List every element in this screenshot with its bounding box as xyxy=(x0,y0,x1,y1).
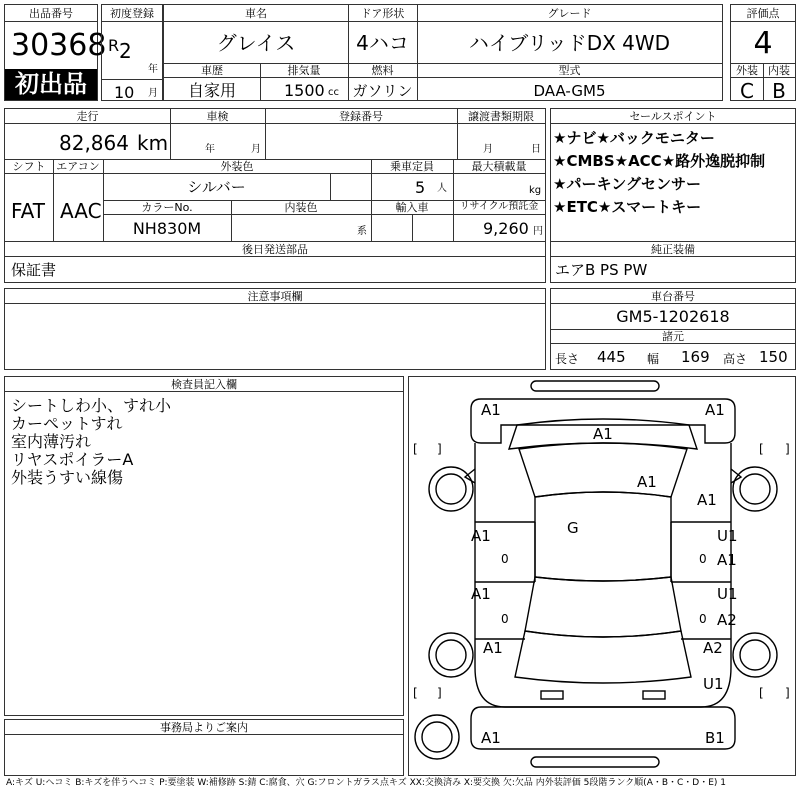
ext-color-header: 外装色 xyxy=(103,159,371,174)
fuel: ガソリン xyxy=(352,82,413,100)
office-header: 事務局よりご案内 xyxy=(5,720,403,735)
import-header: 輸入車 xyxy=(371,200,453,215)
standard-equipment-box xyxy=(550,241,796,283)
notes-box xyxy=(4,288,546,370)
aircon: AAC xyxy=(60,199,102,223)
recycle-header: リサイクル預託金 xyxy=(453,200,545,215)
mark-rear-right-door-2: A2 xyxy=(717,611,737,629)
car-name-header: 車名 xyxy=(164,5,348,22)
height-label: 高さ xyxy=(723,352,748,366)
mark-front-left-door: A1 xyxy=(471,527,491,545)
standard-equipment: エアB PS PW xyxy=(555,261,648,279)
reg-era: R xyxy=(108,36,120,55)
rear-bumper xyxy=(471,707,735,749)
reg-no-header: 登録番号 xyxy=(265,109,457,124)
chassis-box xyxy=(550,288,796,370)
score-header: 評価点 xyxy=(731,5,795,22)
notes-header: 注意事項欄 xyxy=(5,289,545,304)
bracket-front-right-open: [ xyxy=(759,442,764,456)
inspection-header: 車検 xyxy=(170,109,265,124)
roof xyxy=(535,492,671,581)
displacement-header: 排気量 xyxy=(260,63,348,78)
max-load-header: 最大積載量 xyxy=(453,159,545,174)
front-bumper-top xyxy=(531,381,659,391)
load-unit: kg xyxy=(529,185,542,196)
color-no: NH830M xyxy=(132,219,202,238)
model-header: 型式 xyxy=(417,63,722,78)
mark-front-right-bumper: A1 xyxy=(705,401,725,419)
damage-diagram-box xyxy=(408,376,796,776)
trunk xyxy=(515,631,691,683)
interior-header: 内装 xyxy=(763,63,795,78)
chassis-header: 車台番号 xyxy=(551,289,795,304)
chassis-number: GM5-1202618 xyxy=(616,307,730,326)
later-parts: 保証書 xyxy=(11,261,57,279)
transfer-deadline-header: 譲渡書類期限 xyxy=(457,109,545,124)
tail-light-right xyxy=(643,691,665,699)
sales-point-1: ★ナビ★バックモニター xyxy=(553,129,715,147)
history: 自家用 xyxy=(187,81,236,100)
tail-light-left xyxy=(541,691,563,699)
mark-rear-right-fender: A2 xyxy=(703,639,723,657)
fuel-header: 燃料 xyxy=(348,63,417,78)
mark-rear-right-door-1: U1 xyxy=(717,585,738,603)
lot-header: 出品番号 xyxy=(5,5,97,22)
interior-score: B xyxy=(772,79,786,103)
recycle-amount: 9,260 xyxy=(483,219,529,238)
exterior-header: 外装 xyxy=(731,63,763,78)
door-type-header: ドア形状 xyxy=(348,5,417,22)
mileage-header: 走行 xyxy=(5,109,170,124)
standard-equipment-header: 純正装備 xyxy=(551,242,795,257)
damage-legend: A:キズ U:ヘコミ B:キズを伴うヘコミ P:要塗装 W:補修跡 S:錆 C:腐食、穴 G:フロントガラス点キズ XX:交換済み X:要交換 欠:欠品 内外装評価 5段階ランク順(A・B・C・D・E) 1 xyxy=(6,778,727,788)
sales-points-box xyxy=(550,108,796,242)
bracket-rear-right-close: ] xyxy=(785,686,790,700)
sales-point-4: ★ETC★スマートキー xyxy=(553,198,702,216)
width-value: 169 xyxy=(681,348,710,366)
height-value: 150 xyxy=(759,348,788,366)
reg-month: 10 xyxy=(114,83,135,102)
inspector-box xyxy=(4,376,404,716)
history-header: 車歴 xyxy=(164,63,260,78)
inspection-year-unit: 年 xyxy=(205,144,215,155)
shift: FAT xyxy=(11,199,46,223)
mark-rear-right-bumper: B1 xyxy=(705,729,725,747)
sales-point-3: ★パーキングセンサー xyxy=(553,175,701,193)
mark-hood: A1 xyxy=(593,425,613,443)
exterior-score: C xyxy=(740,79,754,103)
windshield xyxy=(519,443,687,497)
inspector-note-2: カーペットすれ xyxy=(11,414,123,433)
mark-rear-left-bumper: A1 xyxy=(481,729,501,747)
bracket-rear-right-open: [ xyxy=(759,686,764,700)
mark-windshield: A1 xyxy=(637,473,657,491)
lot-box xyxy=(4,4,107,101)
model: DAA-GM5 xyxy=(533,82,606,100)
mark-front-right-door-1: U1 xyxy=(717,527,738,545)
mark-rear-right-quarter: U1 xyxy=(703,675,724,693)
transfer-day-unit: 日 xyxy=(531,144,541,155)
pillar-mark-right-2: 0 xyxy=(699,612,707,626)
mark-rear-left-door: A1 xyxy=(471,585,491,603)
int-color-unit: 系 xyxy=(357,226,367,237)
later-parts-box xyxy=(4,241,546,283)
mirror-right xyxy=(731,469,741,483)
reg-month-unit: 月 xyxy=(148,88,158,99)
pillar-mark-left-2: 0 xyxy=(501,612,509,626)
bracket-front-left-open: [ xyxy=(413,442,418,456)
capacity-unit: 人 xyxy=(437,183,447,194)
inspection-month-unit: 月 xyxy=(251,144,261,155)
grade-header: グレード xyxy=(417,5,722,22)
rear-window xyxy=(525,577,681,637)
grade: ハイブリッドDX 4WD xyxy=(468,31,671,55)
mark-front-right-fender: A1 xyxy=(697,491,717,509)
int-color-header: 内装色 xyxy=(231,200,371,215)
ext-color: シルバー xyxy=(187,178,246,196)
sales-point-2: ★CMBS★ACC★路外逸脱抑制 xyxy=(553,152,766,170)
door-type: 4ハコ xyxy=(356,31,409,55)
bracket-front-right-close: ] xyxy=(785,442,790,456)
first-reg-header: 初度登録 xyxy=(102,5,162,22)
inspector-note-1: シートしわ小、すれ小 xyxy=(11,396,172,415)
mirror-left xyxy=(465,469,475,483)
sales-points-header: セールスポイント xyxy=(551,109,795,124)
mark-roof: G xyxy=(567,519,579,537)
details-box xyxy=(4,108,546,242)
displacement-unit: cc xyxy=(328,87,339,98)
first-reg-box xyxy=(101,4,163,101)
rear-bumper-bottom xyxy=(531,757,659,767)
width-label: 幅 xyxy=(647,352,660,366)
reg-year-unit: 年 xyxy=(148,64,158,75)
mark-rear-left-fender: A1 xyxy=(483,639,503,657)
car-info-box xyxy=(163,4,723,101)
aircon-header: エアコン xyxy=(53,159,103,174)
transfer-month-unit: 月 xyxy=(483,144,493,155)
mark-front-left-bumper: A1 xyxy=(481,401,501,419)
car-name: グレイス xyxy=(216,31,296,55)
score-box xyxy=(730,4,796,101)
bracket-rear-left-open: [ xyxy=(413,686,418,700)
pillar-mark-left-1: 0 xyxy=(501,552,509,566)
inspector-note-4: リヤスポイラーA xyxy=(11,450,134,469)
capacity-header: 乗車定員 xyxy=(371,159,453,174)
mileage-value: 82,864 xyxy=(59,131,129,155)
reg-year: 2 xyxy=(119,39,132,63)
first-listing-badge: 初出品 xyxy=(5,69,97,100)
bracket-rear-left-close: ] xyxy=(437,686,442,700)
dimensions-header: 諸元 xyxy=(551,329,795,344)
mileage-unit: km xyxy=(137,131,169,155)
recycle-unit: 円 xyxy=(533,226,543,237)
overall-score: 4 xyxy=(753,26,773,61)
bracket-front-left-close: ] xyxy=(437,442,442,456)
inspector-note-5: 外装うすい線傷 xyxy=(11,468,124,487)
later-parts-header: 後日発送部品 xyxy=(5,242,545,257)
color-no-header: カラーNo. xyxy=(103,200,231,215)
shift-header: シフト xyxy=(5,159,53,174)
inspector-header: 検査員記入欄 xyxy=(5,377,403,392)
displacement: 1500 xyxy=(284,81,325,100)
length-value: 445 xyxy=(597,348,626,366)
lot-number: 30368 xyxy=(11,28,107,63)
length-label: 長さ xyxy=(555,352,580,366)
inspector-note-3: 室内薄汚れ xyxy=(11,432,92,451)
capacity: 5 xyxy=(415,178,426,197)
pillar-mark-right-1: 0 xyxy=(699,552,707,566)
office-box xyxy=(4,719,404,776)
mark-front-right-door-2: A1 xyxy=(717,551,737,569)
body-outline xyxy=(475,443,731,707)
